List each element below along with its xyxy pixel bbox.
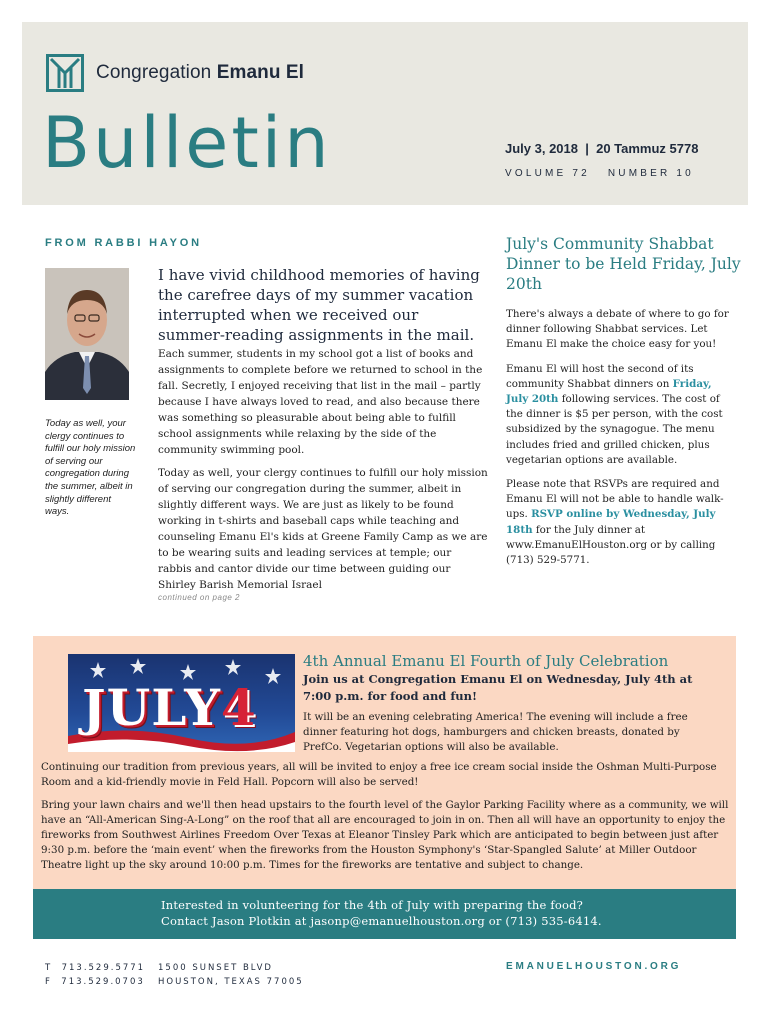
issue-date: July 3, 2018 | 20 Tammuz 5778: [505, 141, 699, 156]
page-title: Bulletin: [42, 102, 332, 184]
volunteer-banner: [33, 889, 736, 939]
footer-phones: [45, 961, 145, 989]
july4-paragraph: It will be an evening celebrating America! The evening will include a free dinner featuring hot dogs, hamburgers and chicken breasts, donated by PrefCo. Vegetarian options will also be available.: [303, 711, 688, 753]
shabbat-paragraph: Emanu El will host the second of its community Shabbat dinners on Friday, July 20th following services. The cost of the dinner is $5 per person, with the cost subsidized by the synagogue. The menu includes fried and grilled chicken, plus vegetarian options are available.: [506, 362, 723, 466]
congregation-logo-icon: [46, 54, 84, 92]
rabbi-photo: [45, 268, 129, 400]
rsvp-link[interactable]: RSVP online by Wednesday, July 18th: [506, 508, 716, 536]
shabbat-headline: July's Community Shabbat Dinner to be Held Friday, July 20th: [506, 235, 741, 293]
july4-box: [33, 636, 736, 889]
volunteer-contact[interactable]: Contact Jason Plotkin at jasonp@emanuelhouston.org or (713) 535-6414.: [161, 914, 602, 928]
footer-address-line: 1500 SUNSET BLVD: [158, 963, 273, 973]
july4-banner-art: [68, 654, 295, 752]
rabbi-article: [158, 346, 488, 600]
july4-subhead: Join us at Congregation Emanu El on Wednesday, July 4th at 7:00 p.m. for food and fun!: [303, 672, 693, 703]
section-label-rabbi: FROM RABBI HAYON: [45, 237, 202, 249]
org-name: Congregation Emanu El: [96, 62, 305, 83]
shabbat-paragraph: Please note that RSVPs are required and Emanu El will not be able to handle walk-ups. RSVP online by Wednesday, July 18th for the July dinner at www.EmanuElHouston.org or by calling (713) 529-5771.: [506, 478, 724, 567]
footer-fax: F 713.529.0703: [45, 977, 145, 987]
rabbi-portrait-icon: [45, 268, 129, 400]
article-paragraph: Each summer, students in my school got a list of books and assignments to complete before we returned to school in the fall. Secretly, I enjoyed receiving that list in the mail – partly because I have always loved to read, and also because there was something so pleasurable about being able to fulfill school assignments while relaxing by the side of the community swimming pool.: [158, 348, 483, 456]
photo-caption: Today as well, your clergy continues to fulfill our holy mission of serving our congregation during the summer, albeit in slightly different ways.: [45, 418, 136, 518]
footer-phone: T 713.529.5771: [45, 963, 146, 973]
article-paragraph: Today as well, your clergy continues to fulfill our holy mission of serving our congregation during the summer, albeit in slightly different ways. We are just as likely to be found working in t-shirts and baseball caps while teaching and counseling Emanu El's kids at Greene Family Camp as we are to be wearing suits and leading services at temple; our rabbis and cantor divide our time between guiding our Shirley Barish Memorial Israel: [158, 467, 488, 591]
footer-address-line: HOUSTON, TEXAS 77005: [158, 977, 304, 987]
shabbat-article: [506, 307, 734, 577]
issue-volume: VOLUME 72 NUMBER 10: [505, 168, 694, 179]
july4-paragraph: Bring your lawn chairs and we'll then head upstairs to the fourth level of the Gaylor Parking Facility where as a community, we will have an “All-American Sing-A-Long” on the roof that all are encouraged to join in on. Then all will have an opportunity to enjoy the fireworks from Southwest Airlines Freedom Over Texas at Eleanor Tinsley Park which are anticipated to begin between just after 9:30 p.m. before the ‘main event’ when the fireworks from the Houston Symphony's ‘Star-Spangled Salute’ at Miller Outdoor Theatre light up the sky around 10:00 p.m. Times for the fireworks are tentative and subject to change.: [41, 799, 729, 871]
footer-website-link[interactable]: EMANUELHOUSTON.ORG: [506, 961, 682, 972]
volunteer-line: Interested in volunteering for the 4th of July with preparing the food?: [161, 898, 584, 912]
logo: [46, 54, 304, 92]
footer-address: [158, 961, 304, 989]
dinner-date-link[interactable]: Friday, July 20th: [506, 377, 712, 406]
rabbi-headline: I have vivid childhood memories of having the carefree days of my summer vacation interrupted when we received our summer-reading assignments in the mail.: [158, 266, 480, 344]
july4-art-text: JULY4: [82, 678, 257, 737]
shabbat-paragraph: There's always a debate of where to go for dinner following Shabbat services. Let Emanu El make the choice easy for you!: [506, 308, 729, 351]
july4-headline: 4th Annual Emanu El Fourth of July Celebration: [303, 652, 669, 670]
masthead: [22, 22, 748, 205]
continued-note: continued on page 2: [158, 593, 241, 602]
july4-paragraph: Continuing our tradition from previous years, all will be invited to enjoy a free ice cream social inside the Oshman Multi-Purpose Room and a kid-friendly movie in Feld Hall. Popcorn will also be served!: [41, 761, 717, 788]
